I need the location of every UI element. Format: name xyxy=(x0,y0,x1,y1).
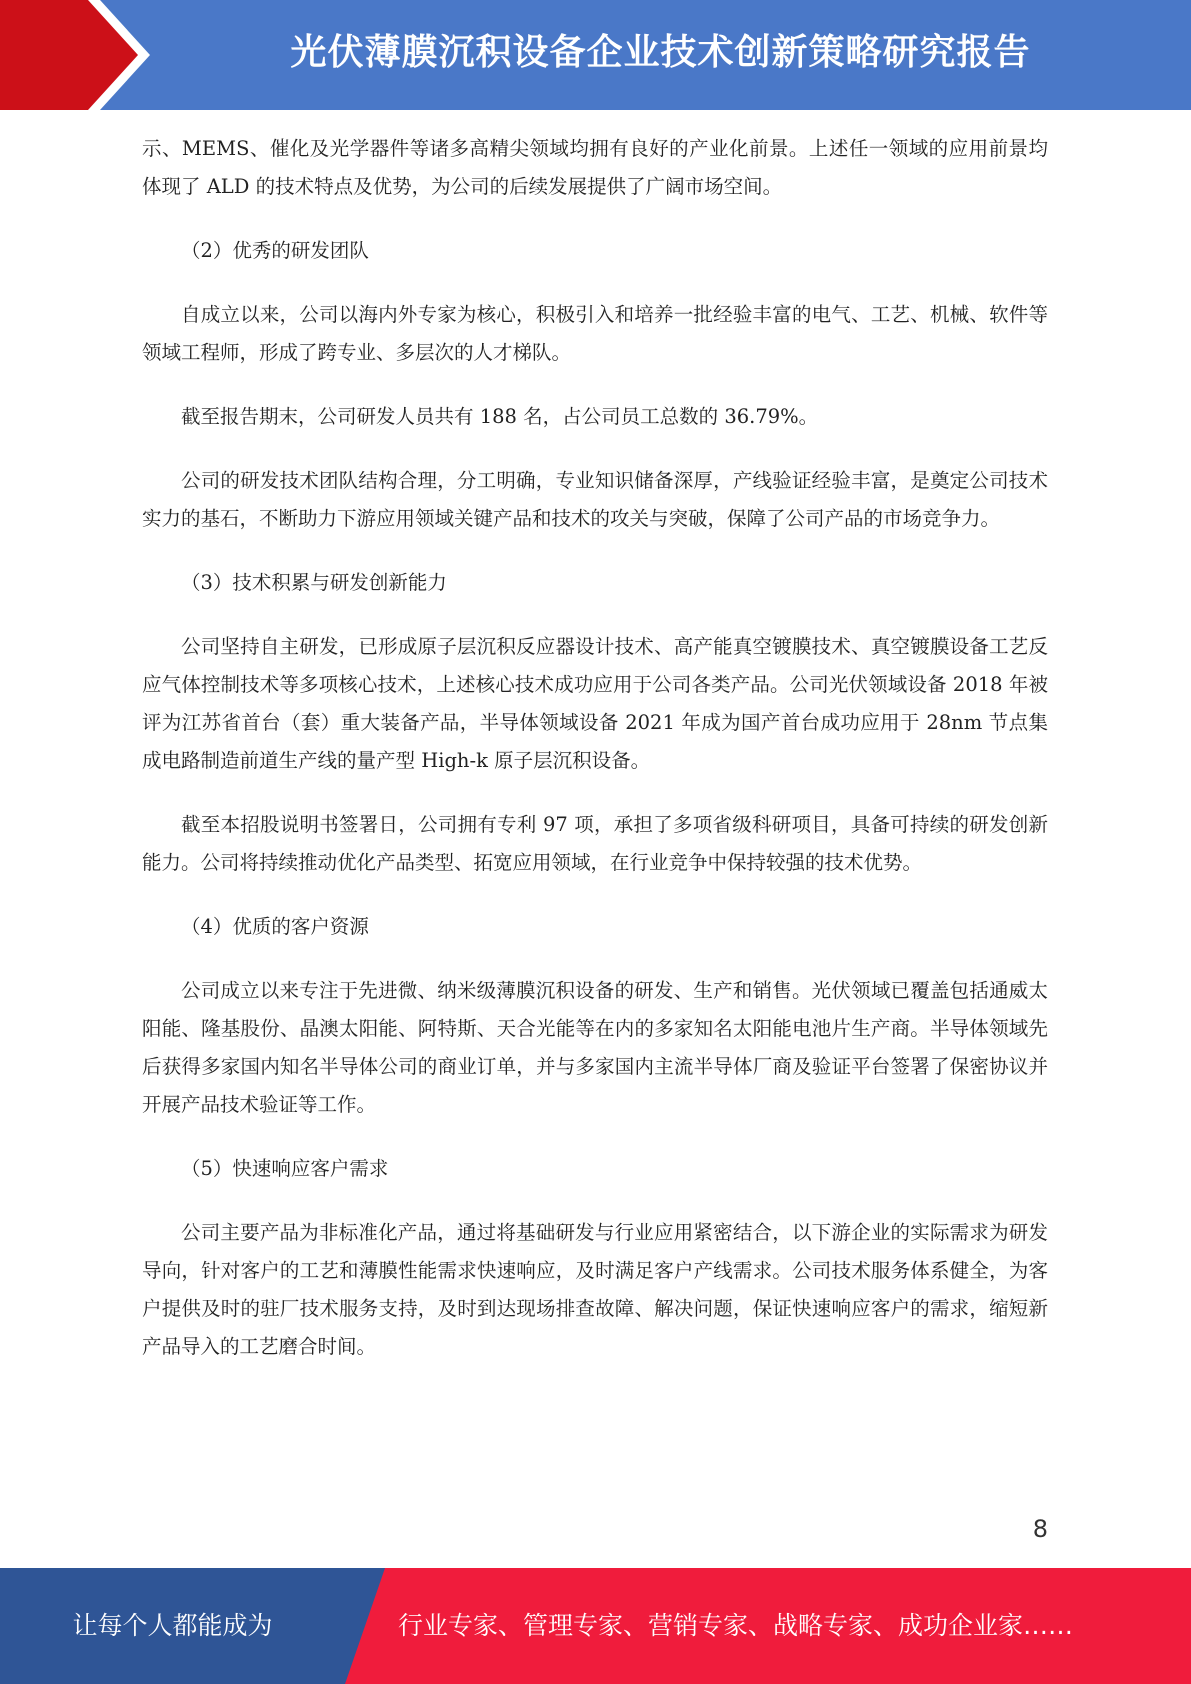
section-heading: （4）优质的客户资源 xyxy=(181,915,369,938)
report-title: 光伏薄膜沉积设备企业技术创新策略研究报告 xyxy=(290,32,1031,73)
body-paragraph: 公司的研发技术团队结构合理，分工明确，专业知识储备深厚，产线验证经验丰富，是奠定公司技术实力的基石，不断助力下游应用领域关键产品和技术的攻关与突破，保障了公司产品的市场竞争力。 xyxy=(142,469,1048,530)
footer-slogan-right: 行业专家、管理专家、营销专家、战略专家、成功企业家…… xyxy=(398,1611,1074,1640)
body-paragraph: 公司主要产品为非标准化产品，通过将基础研发与行业应用紧密结合，以下游企业的实际需求为研发导向，针对客户的工艺和薄膜性能需求快速响应，及时满足客户产线需求。公司技术服务体系健全，为客户提供及时的驻厂技术服务支持，及时到达现场排查故障、解决问题，保证快速响应客户的需求，缩短新产品导入的工艺磨合时间。 xyxy=(142,1221,1048,1358)
footer-slogan-left: 让每个人都能成为 xyxy=(72,1611,273,1640)
body-paragraph: 截至报告期末，公司研发人员共有 188 名，占公司员工总数的 36.79%。 xyxy=(181,405,819,428)
section-heading: （5）快速响应客户需求 xyxy=(181,1157,389,1180)
page-footer xyxy=(0,1568,1191,1684)
document-body xyxy=(142,130,1048,1392)
header-chevron-shape xyxy=(0,0,170,110)
body-paragraph: 示、MEMS、催化及光学器件等诸多高精尖领域均拥有良好的产业化前景。上述任一领域的应用前景均体现了 ALD 的技术特点及优势，为公司的后续发展提供了广阔市场空间。 xyxy=(142,137,1048,198)
page-header xyxy=(0,0,1191,110)
body-paragraph: 公司坚持自主研发，已形成原子层沉积反应器设计技术、高产能真空镀膜技术、真空镀膜设备工艺反应气体控制技术等多项核心技术，上述核心技术成功应用于公司各类产品。公司光伏领域设备 2018 年被评为江苏省首台（套）重大装备产品，半导体领域设备 2021 年成为国产首台成功应用于 28nm 节点集成电路制造前道生产线的量产型 High-k 原子层沉积设备。 xyxy=(142,635,1048,772)
page-number: 8 xyxy=(1032,1515,1048,1543)
body-paragraph: 自成立以来，公司以海内外专家为核心，积极引入和培养一批经验丰富的电气、工艺、机械、软件等领域工程师，形成了跨专业、多层次的人才梯队。 xyxy=(142,303,1048,364)
section-heading: （3）技术积累与研发创新能力 xyxy=(181,571,447,594)
body-paragraph: 公司成立以来专注于先进微、纳米级薄膜沉积设备的研发、生产和销售。光伏领域已覆盖包括通威太阳能、隆基股份、晶澳太阳能、阿特斯、天合光能等在内的多家知名太阳能电池片生产商。半导体领域先后获得多家国内知名半导体公司的商业订单，并与多家国内主流半导体厂商及验证平台签署了保密协议并开展产品技术验证等工作。 xyxy=(142,979,1048,1116)
section-heading: （2）优秀的研发团队 xyxy=(181,239,369,262)
body-paragraph: 截至本招股说明书签署日，公司拥有专利 97 项，承担了多项省级科研项目，具备可持续的研发创新能力。公司将持续推动优化产品类型、拓宽应用领域，在行业竞争中保持较强的技术优势。 xyxy=(142,813,1048,874)
